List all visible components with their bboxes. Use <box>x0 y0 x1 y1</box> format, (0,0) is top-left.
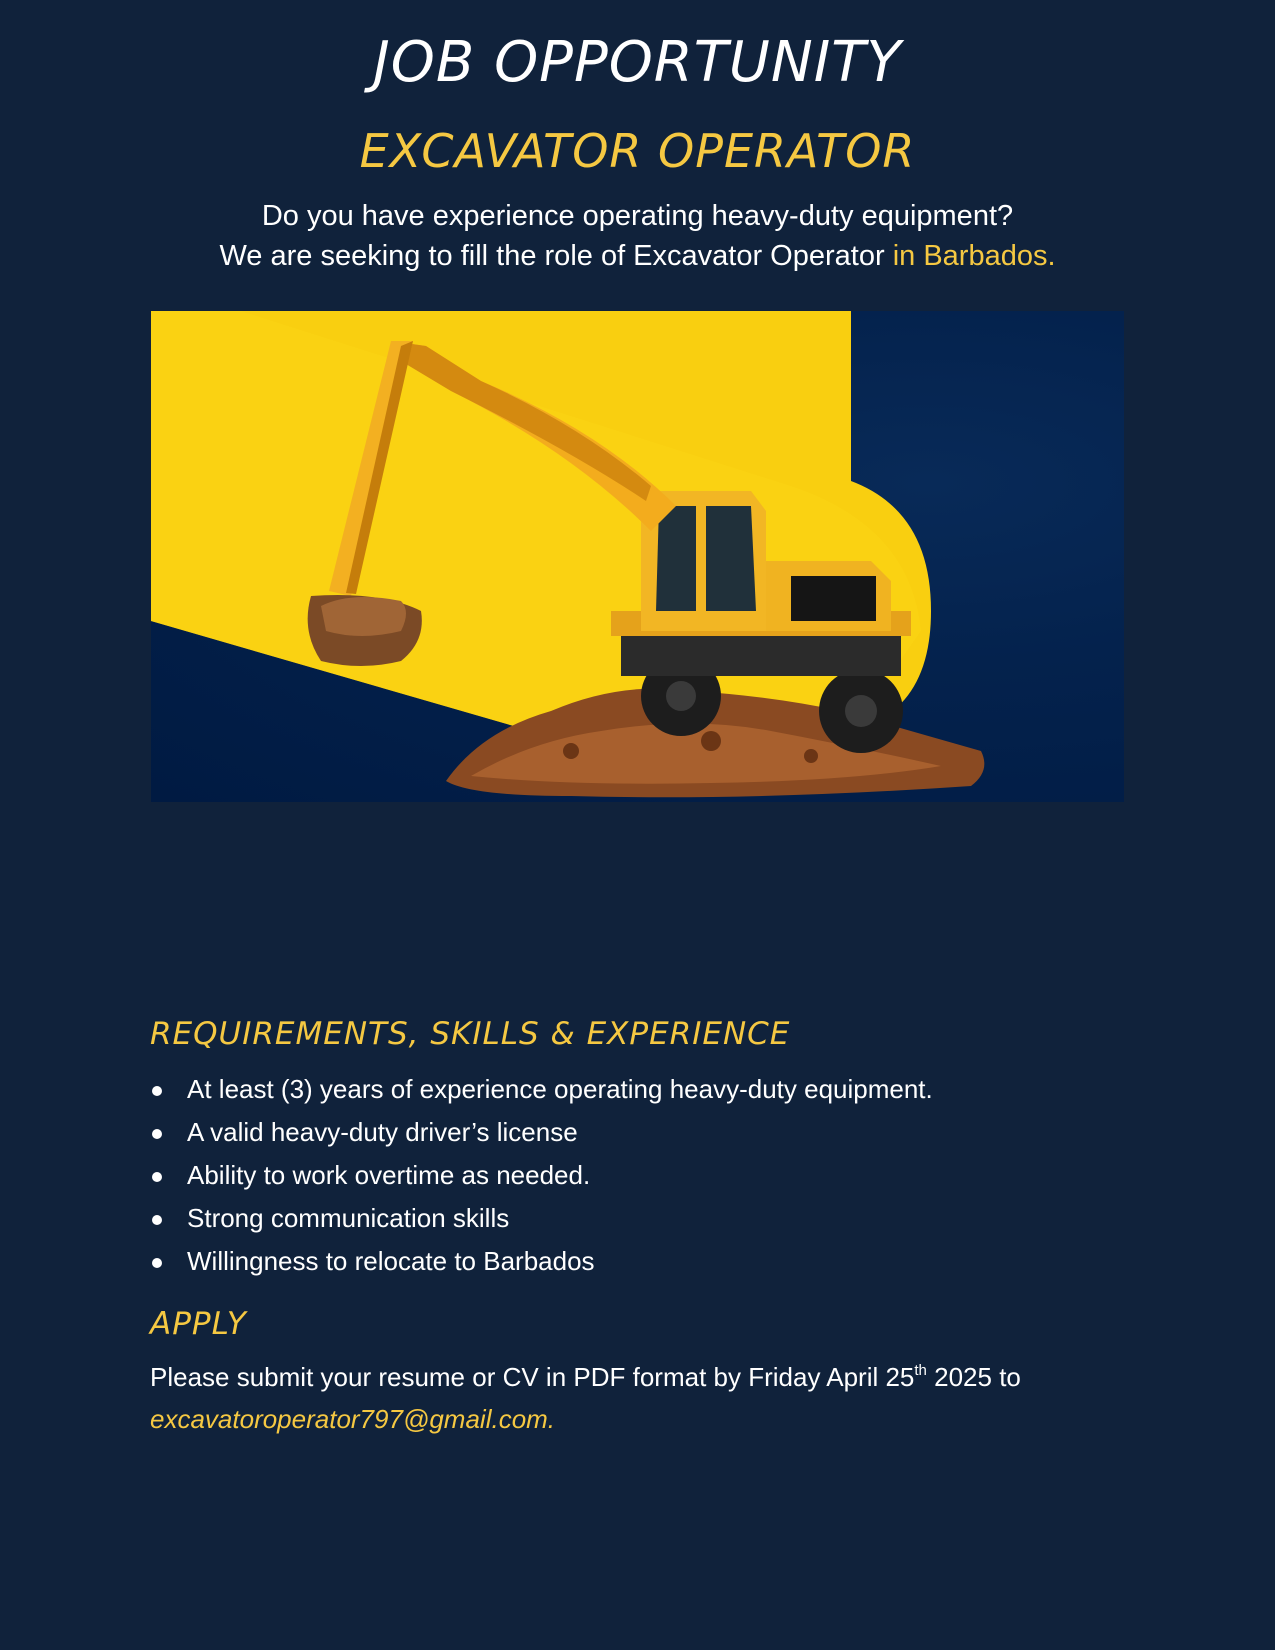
job-role-title: EXCAVATOR OPERATOR <box>359 124 916 178</box>
excavator-hero-image <box>151 311 1124 802</box>
requirement-text: Willingness to relocate to Barbados <box>187 1246 595 1276</box>
intro-text <box>0 196 1275 276</box>
intro-line-2 <box>0 236 1275 276</box>
page-title: JOB OPPORTUNITY <box>373 30 902 95</box>
bullet-icon <box>152 1172 162 1182</box>
apply-instructions <box>150 1356 1021 1440</box>
excavator-chassis <box>621 631 901 676</box>
excavator-illustration <box>151 311 1124 802</box>
requirement-text: A valid heavy-duty driver’s license <box>187 1117 578 1147</box>
apply-text-before: Please submit your resume or CV in PDF format by Friday April 25 <box>150 1362 915 1392</box>
bullet-icon <box>152 1129 162 1139</box>
bullet-icon <box>152 1215 162 1225</box>
list-item <box>150 1154 933 1197</box>
intro-line-1: Do you have experience operating heavy-duty equipment? <box>261 200 1014 232</box>
list-item <box>150 1197 933 1240</box>
apply-line-1 <box>150 1356 1021 1398</box>
intro-line-2-text: We are seeking to fill the role of Excavator Operator <box>219 240 885 272</box>
list-item <box>150 1068 933 1111</box>
requirements-list <box>150 1068 933 1283</box>
list-item <box>150 1240 933 1283</box>
apply-text-after: 2025 to <box>926 1362 1021 1392</box>
requirement-text: At least (3) years of experience operating heavy-duty equipment. <box>187 1074 933 1104</box>
bullet-icon <box>152 1258 162 1268</box>
apply-email-link[interactable]: excavatoroperator797@gmail.com. <box>150 1404 556 1434</box>
location-highlight: in Barbados. <box>892 240 1056 272</box>
requirement-text: Ability to work overtime as needed. <box>187 1160 591 1190</box>
requirements-heading: REQUIREMENTS, SKILLS & EXPERIENCE <box>150 1016 791 1052</box>
bullet-icon <box>152 1086 162 1096</box>
date-superscript: th <box>914 1362 927 1379</box>
list-item <box>150 1111 933 1154</box>
requirement-text: Strong communication skills <box>187 1203 510 1233</box>
apply-heading: APPLY <box>150 1306 247 1342</box>
